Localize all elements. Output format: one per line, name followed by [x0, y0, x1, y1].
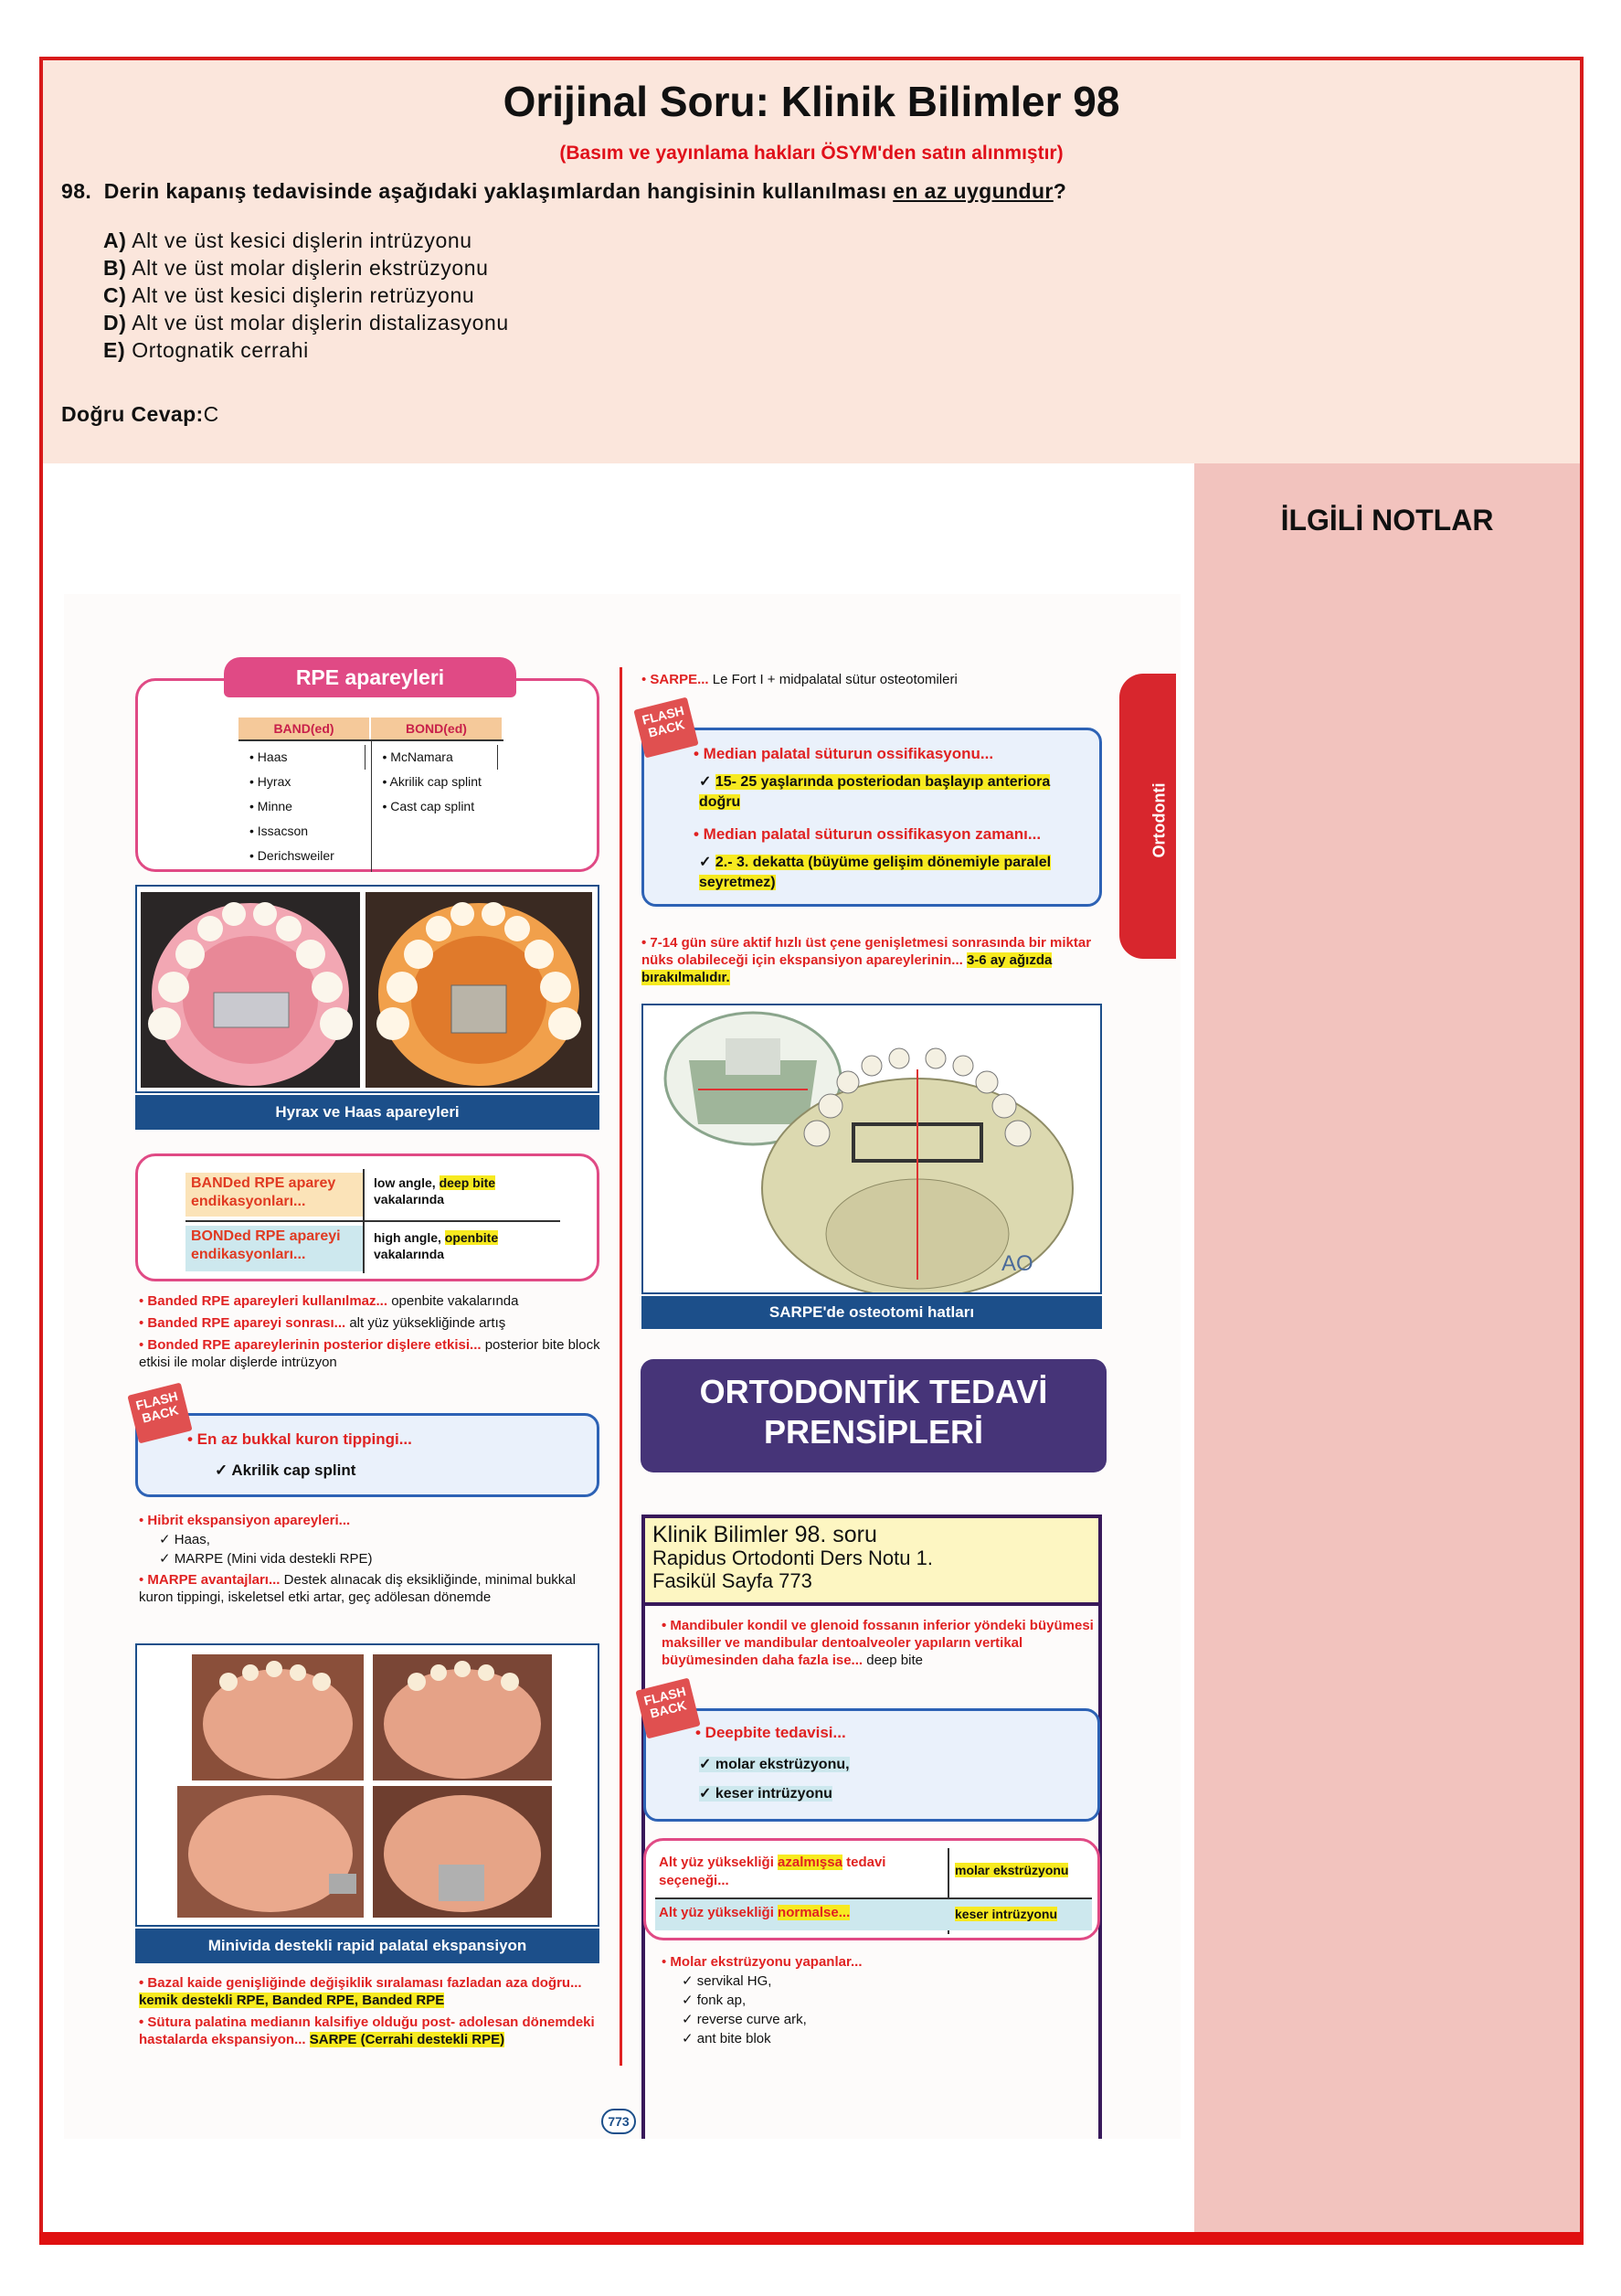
band-list: • Haas • Hyrax • Minne • Issacson • Derichsweiler — [238, 741, 372, 872]
principles-banner: ORTODONTİK TEDAVİ PRENSİPLERİ — [641, 1359, 1107, 1472]
deepbite-answer-2: ✓ keser intrüzyonu — [699, 1786, 832, 1802]
band-header: BAND(ed) — [238, 718, 371, 739]
column-divider — [620, 667, 622, 2066]
flashback-question: • En az bukkal kuron tippingi... — [187, 1430, 412, 1448]
flashback-box-2 — [641, 703, 1102, 907]
molar-extrusion-note: • Molar ekstrüzyonu yapanlar... ✓ servikal HG, ✓ fonk ap, ✓ reverse curve ark, ✓ ant bite blok — [662, 1954, 863, 2046]
copyright-notice: (Basım ve yayınlama hakları ÖSYM'den satın alınmıştır) — [559, 143, 1064, 164]
banded-indication-label: BANDed RPE aparey endikasyonları... — [185, 1173, 363, 1217]
textbook-page-image — [64, 594, 1181, 2139]
flashback-q2: • Median palatal süturun ossifikasyon zamanı... — [694, 825, 1042, 843]
source-line-1: Klinik Bilimler 98. soru — [652, 1522, 877, 1547]
deepbite-answer-1: ✓ molar ekstrüzyonu, — [699, 1757, 850, 1772]
bonded-indication-value: high angle, openbite vakalarında — [374, 1230, 499, 1261]
row2-label: Alt yüz yüksekliği normalse... — [659, 1905, 851, 1920]
option-a: A) Alt ve üst kesici dişlerin intrüzyonu — [103, 229, 472, 252]
rpe-box — [135, 665, 599, 872]
question-stem: Derin kapanış tedavisinde aşağıdaki yaklaşımlardan hangisinin kullanılması — [103, 179, 894, 203]
hyrax-haas-photo — [135, 885, 599, 1093]
source-highlight-box — [641, 1515, 1102, 2139]
bullet-bonded-effect: • Bonded RPE apareylerinin posterior dişlere etkisi... posterior bite block etkisi ile molar dişlerde intrüzyon — [139, 1337, 600, 1370]
flashback-answer: ✓ Akrilik cap splint — [215, 1462, 356, 1479]
row1-label: Alt yüz yüksekliği azalmışsa tedavi seçeneği... — [659, 1855, 886, 1888]
correct-answer: Doğru Cevap:C — [61, 402, 219, 426]
hybrid-notes: • Hibrit ekspansiyon apareyleri... ✓ Haas, ✓ MARPE (Mini vida destekli RPE) • MARPE avantajları... Destek alınacak diş eksikliğinde, minimal bukkal kuron tippingi, iskeletsel etki artar, geç adölesan dönemde — [139, 1513, 576, 1605]
option-c: C) Alt ve üst kesici dişlerin retrüzyonu — [103, 283, 475, 307]
question-header — [43, 60, 1580, 463]
bonded-indication-label: BONDed RPE apareyi endikasyonları... — [185, 1226, 363, 1271]
face-height-table — [643, 1838, 1100, 1940]
row2-value: keser intrüzyonu — [955, 1907, 1058, 1921]
bond-list: • McNamara • Akrilik cap splint • Cast cap splint — [372, 741, 504, 872]
sarpe-note: • SARPE... Le Fort I + midpalatal sütur osteotomileri — [641, 672, 958, 687]
notes-panel — [1194, 463, 1580, 2232]
ao-label: AO — [1001, 1251, 1033, 1276]
source-line-3: Fasikül Sayfa 773 — [652, 1569, 812, 1592]
flashback-tag-2: FLASH BACK — [633, 697, 698, 759]
rpe-title: RPE apareyleri — [224, 657, 516, 697]
hyrax-haas-caption: Hyrax ve Haas apareyleri — [135, 1095, 599, 1130]
expansion-notes: • Bazal kaide genişliğinde değişiklik sıralaması fazladan aza doğru... kemik destekli RPE, Banded RPE, Banded RPE • Sütura palatina medianın kalsifiye olduğu post- adolesan dönemdeki hastalarda ekspansiyon... SARPE (Cerrahi destekli RPE) — [139, 1975, 595, 2047]
question-emphasis: en az uygundur — [893, 179, 1054, 203]
mandibular-note: • Mandibuler kondil ve glenoid fossanın inferior yöndeki büyümesi maksiller ve mandibular dentoalveoler yapıların vertikal büyümesinden daha fazla ise... deep bite — [662, 1618, 1094, 1668]
minivida-caption: Minivida destekli rapid palatal ekspansiyon — [135, 1929, 599, 1963]
bullet-banded-after: • Banded RPE apareyi sonrası... alt yüz yüksekliğinde artış — [139, 1315, 506, 1331]
flashback-a2: ✓ 2.- 3. dekatta (büyüme gelişim dönemiyle paralel seyretmez) — [699, 855, 1052, 890]
answer-options — [103, 227, 509, 364]
source-line-2: Rapidus Ortodonti Ders Notu 1. — [652, 1547, 933, 1569]
bullet-banded-contra: • Banded RPE apareyleri kullanılmaz... openbite vakalarında — [139, 1293, 519, 1309]
question-number: 98. — [61, 179, 92, 203]
page-title: Orijinal Soru: Klinik Bilimler 98 — [503, 78, 1120, 125]
minivida-photo — [135, 1643, 599, 1927]
row1-value: molar ekstrüzyonu — [955, 1863, 1069, 1877]
bond-header: BOND(ed) — [371, 718, 503, 739]
flashback-q1: • Median palatal süturun ossifikasyonu... — [694, 745, 994, 762]
option-e: E) Ortognatik cerrahi — [103, 338, 309, 362]
bottom-red-bar — [39, 2232, 1584, 2245]
page-number: 773 — [601, 2109, 636, 2134]
source-label — [645, 1518, 1098, 1606]
banded-indication-value: low angle, deep bite vakalarında — [374, 1175, 496, 1206]
option-b: B) Alt ve üst molar dişlerin ekstrüzyonu — [103, 256, 489, 280]
flashback-box-3 — [642, 1684, 1100, 1822]
notes-title: İLGİLİ NOTLAR — [1280, 504, 1494, 537]
option-d: D) Alt ve üst molar dişlerin distalizasyonu — [103, 311, 509, 335]
deepbite-question: • Deepbite tedavisi... — [695, 1724, 846, 1741]
rpe-indication-box — [135, 1153, 599, 1281]
flashback-a1: ✓ 15- 25 yaşlarında posteriodan başlayıp anteriora doğru — [699, 774, 1051, 810]
flashback-tag: FLASH BACK — [127, 1383, 192, 1444]
flashback-tag-3: FLASH BACK — [635, 1678, 700, 1739]
ortodonti-tab: Ortodonti — [1119, 674, 1176, 959]
rpe-table — [238, 718, 503, 872]
sarpe-illustration — [641, 1004, 1102, 1294]
flashback-box-1 — [134, 1388, 599, 1497]
question-text — [61, 179, 1066, 204]
question-end: ? — [1053, 179, 1067, 203]
relapse-note: • 7-14 gün süre aktif hızlı üst çene genişletmesi sonrasında bir miktar nüks olabileceği için ekspansiyon apareylerinin... 3-6 ay ağızda bırakılmalıdır. — [641, 935, 1092, 985]
banded-notes — [139, 1292, 603, 1376]
sarpe-caption: SARPE'de osteotomi hatları — [641, 1296, 1102, 1329]
